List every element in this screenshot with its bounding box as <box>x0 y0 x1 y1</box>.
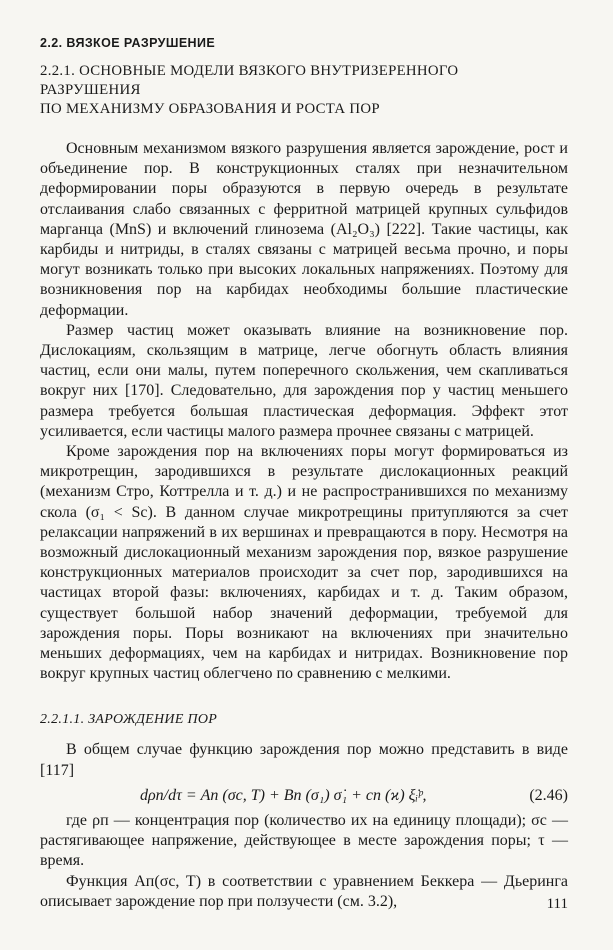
formula-number: (2.46) <box>529 786 568 804</box>
paragraph-3: Кроме зарождения пор на включениях поры могут формироваться из микротрещин, зародившихся в результате дислокационных реакций (механизм Стро, Коттрелла и т. д.) и не распространившихся по механизму скола (σ₁ < Sc). В данном случае микротрещины притупляются за счет релаксации напряжений в их вершинах и превращаются в пору. Несмотря на возможный дислокационный механизм зарождения пор, вязкое разрушение конструкционных материалов происходит за счет пор, зародившихся на частицах второй фазы: включениях, карбидах и т. д. Таким образом, существует большой набор значений деформации, требуемой для зарождения поры. Поры возникают на включениях при значительно меньших деформациях, чем на карбидах и нитридах. Возникновение пор вокруг крупных частиц облегчено по сравнению с мелкими. <box>40 443 568 683</box>
formula-2-46 <box>40 787 568 805</box>
paragraph-before-formula: В общем случае функцию зарождения пор можно представить в виде [117] <box>40 741 568 779</box>
section-title: 2.2. ВЯЗКОЕ РАЗРУШЕНИЕ <box>40 36 216 50</box>
paragraph-2: Размер частиц может оказывать влияние на возникновение пор. Дислокациям, скользящим в матрице, легче обогнуть область влияния частиц, если они малы, путем поперечного скольжения, чем скапливаться вокруг них [170]. Следовательно, для зарождения пор у частиц меньшего размера требуется большая пластическая деформация. Эффект этот усиливается, если частицы малого размера прочнее связаны с матрицей. <box>40 321 568 440</box>
page-body <box>40 30 568 912</box>
paragraph-1: Основным механизмом вязкого разрушения является зарождение, рост и объединение пор. В конструкционных сталях при незначительном деформировании поры образуются в первую очередь в результате отслаивания слабо связанных с ферритной матрицей крупных сульфидов марганца (MnS) и включений глинозема (Al₂O₃) [222]. Такие частицы, как карбиды и нитриды, в сталях связаны с матрицей весьма прочно, и поры могут возникать только при высоких локальных напряжениях. Поэтому для возникновения пор на карбидах необходимы большие пластические деформации. <box>40 140 568 319</box>
subsection-title <box>40 62 568 119</box>
subsection-title-line2: РАЗРУШЕНИЯ <box>40 82 141 98</box>
paragraph-last: Функция Aп(σc, T) в соответствии с уравнением Беккера — Дьеринга описывает зарождение пор при ползучести (см. 3.2), <box>40 872 568 910</box>
subsection-title-line3: ПО МЕХАНИЗМУ ОБРАЗОВАНИЯ И РОСТА ПОР <box>40 101 380 117</box>
subsection-title-line1: 2.2.1. ОСНОВНЫЕ МОДЕЛИ ВЯЗКОГО ВНУТРИЗЕРЕННОГО <box>40 63 459 79</box>
paragraph-after-formula: где ρп — концентрация пор (количество их на единицу площади); σc — растягивающее напряжение, действующее в месте зарождения поры; τ — время. <box>40 811 569 870</box>
formula-expression: dρп/dτ = Aп (σc, T) + Bп (σ₁) σ̇₁ + cп (ϰ) ξ̇ᵢᵖ, <box>140 786 427 804</box>
subsubsection-title: 2.2.1.1. ЗАРОЖДЕНИЕ ПОР <box>40 712 218 728</box>
page-number: 111 <box>546 896 568 912</box>
